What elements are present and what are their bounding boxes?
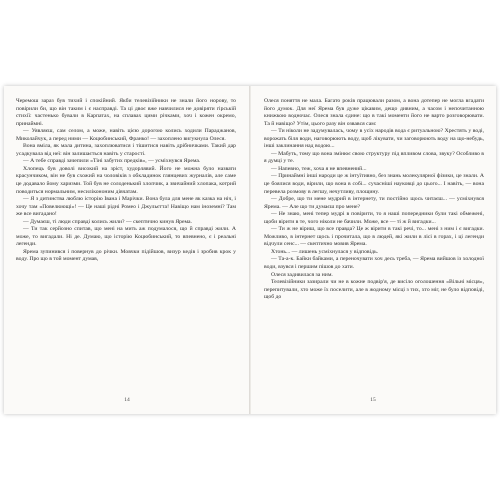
paragraph: Вона вміла, як мала дитина, захоплюватися і тішитися навіть дрібничками. Такий дар усадкувала від неї: він залишається навіть у старості. xyxy=(16,143,236,157)
paragraph: — Напевно, теж, хоча я не впевнений... xyxy=(271,165,367,172)
left-page-text xyxy=(16,98,236,264)
paragraph: Ярема зупинився і повернув до річки. Мовчки підійшов, визур кедів і зробив крок у воду. Про що в той момент думав, xyxy=(16,248,236,263)
paragraph: — Я з дитинства люблю історію Івана і Марічки. Вона була для мене як казка на ніч, і хочу там «Повелюющі»! — Це наші рідні Ромео і Джульєтта! Навіщо нам іноземні? Там же все вигадано! xyxy=(16,196,236,218)
paragraph: — Добре, що ти мене мудрий в інтернету, ти постійно щось читаєш... — усміхнувся Ярема. — Але що ти думаєш про мене? xyxy=(264,196,484,210)
paragraph: — Ти так серйозно спитав, що мені на мить аж подумалося, що й справді жили. А може, то вигадали. Ні де. Думаю, що історію Коцюбинський, то впевнено, є і реальні легенди. xyxy=(16,226,236,248)
paragraph: — Ти ж не віриш, що все правда? Це ж вірити в такі речі, то... мені з ним і є вигадки. Можливо, в інтернет щось і прочитала, що в людей, які жили в лісі в горах, і ці легенди відчули сенс... — скептично мовив Ярема. xyxy=(264,226,484,248)
paragraph: — Принаймні інші народи це ж інтуїтивно, без знань молекулярної фізики, це знали. А це боялися води, вірили, що вона в собі... сучасніші науковці до цього... І навіть, — вона перевела розмову в легшу, нечутливу, площину. xyxy=(264,173,484,195)
paragraph: — Та-а-к. Байки байками, а переночувати хоч десь треба, — Ярема вийшов із холодної води, взувся і першим пішов до хати. xyxy=(264,256,484,271)
paragraph: Олеся задивилася за ним. xyxy=(271,271,333,278)
paragraph: Хтонь... — лишень усміхнулася у відповідь. xyxy=(271,248,379,255)
page-number-left: 14 xyxy=(124,397,130,403)
paragraph: Олеся поняття не мала. Багато років працювали разом, а вона дотепер не могла вгадати його думок. Для неї Ярема був дуже цікавим, дещо дивним, а часом і непочитанною книжкою водночас. Олеся знала єдине: що в такі моменти його не варто розговорювати. Та й навіщо? Утім, цього разу він озвався сам: xyxy=(264,98,484,127)
page-number-right: 15 xyxy=(370,397,376,403)
paragraph: Телевізійники зазирали чи не в кожне подвір'я, де висіло оголошення «Вільні місця», перепитували, хто може їх поселити, але в жодному місці з тих, хто міг, не було відповіді, щоб до xyxy=(264,279,484,301)
paragraph: Хлопець був доволі високий на зріст, худорлявий. Його не можна було назвати красунчиком, він не був схожий на чоловіків з обкладинок глянцевих журналів, але саме це додавало йому харизми. Той був не солоденький хлопчик, а звичайний хлопака, котрий поводиться нормальним, несилікононим дівчатам. xyxy=(16,165,236,195)
paragraph: — А тебе справді зачепили «Тіні забутих предків», — усміхнувся Ярема. xyxy=(23,158,201,165)
paragraph: Черемош зараз був тихий і спокійний. Якби телевізійники не знали його норову, то повірили би, що він таким і є насправді. Та ці двоє вже навчилися не довіряти гірській стихії: частенько бували в Карпатах, на сплавах цими річками, хоч і кожен окремо, принаймні. xyxy=(16,98,236,127)
paragraph: — Уявляєш, сам селом, а може, навіть цією дорогою колись ходили Параджанов, Миколайчук, а перед ними — Коцюбинський, Франко! — захоплено вигукнула Олеся. xyxy=(16,128,236,142)
paragraph: — Мабуть, тому що вона змінює свою структуру під впливом слова, звуку? Особливо в я думці у те. xyxy=(264,150,484,165)
paragraph: — Не знаю, мені тепер мудрі в повірити, то я наші попередники були такі обмежені, щоби вірити в те, чого ніколи не бачили. Може, все — ті ж й вигадки... xyxy=(264,211,484,225)
right-page xyxy=(250,86,496,414)
paragraph: — Думаєш, ті люди справді колись жили? — скептично кинув Ярема. xyxy=(23,218,192,225)
book-spread xyxy=(4,86,496,414)
right-page-text xyxy=(264,98,484,302)
paragraph: — Ти ніколи не задумувалась, чому в усіх народів вода є ритуальною? Хрестять у воді, ворожать біля води, наговорюють воду, щоб лікувати, чи заговорюють воду на що-небудь, інші заклинання над водою... xyxy=(264,128,484,150)
left-page xyxy=(4,86,250,414)
